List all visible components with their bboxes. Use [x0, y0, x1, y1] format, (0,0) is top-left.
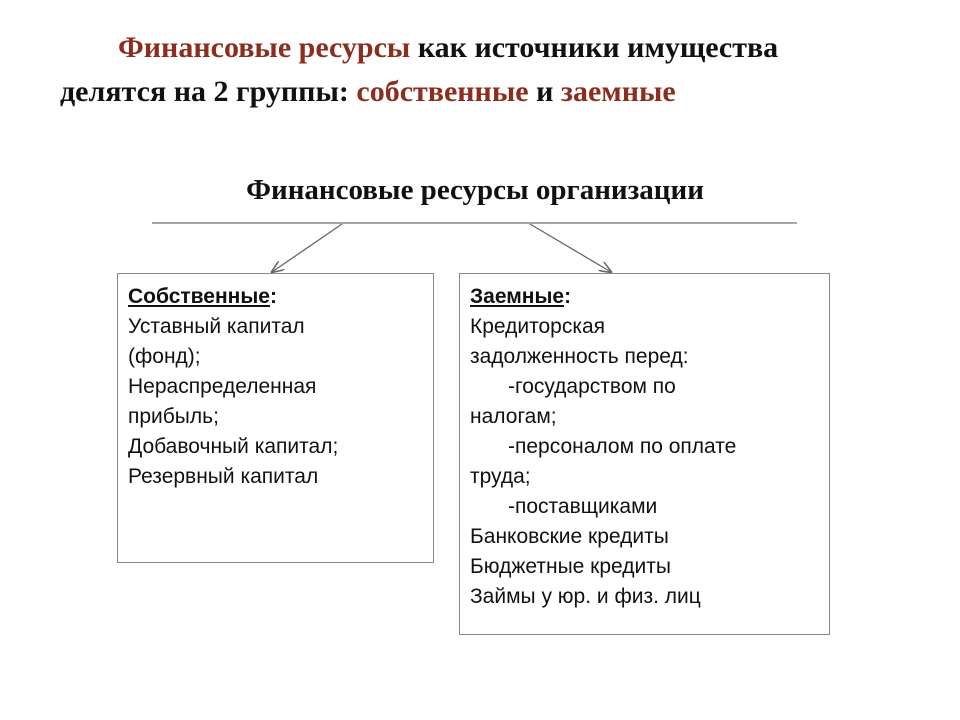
arrow-to-own: [272, 224, 342, 272]
heading-highlight-own: собственные: [356, 75, 529, 108]
own-item: Уставный капитал: [128, 315, 305, 338]
borrowed-item: труда;: [470, 465, 531, 488]
borrowed-item: задолженность перед:: [470, 345, 689, 368]
heading-highlight-borrowed: заемные: [560, 75, 676, 108]
own-item: Добавочный капитал;: [128, 435, 339, 458]
borrowed-item: Займы у юр. и физ. лиц: [470, 585, 701, 608]
borrowed-resources-box: [459, 273, 830, 635]
arrow-to-borrowed: [530, 224, 611, 272]
heading-text-sources: как источники имущества: [410, 31, 779, 64]
own-resources-title: Собственные:: [128, 285, 277, 308]
borrowed-item: Бюджетные кредиты: [470, 555, 671, 578]
borrowed-item: Банковские кредиты: [470, 525, 669, 548]
own-item: Резервный капитал: [128, 465, 319, 488]
heading-text-groups: делятся на 2 группы:: [60, 75, 357, 108]
own-resources-box: [117, 273, 434, 563]
borrowed-subitem: -персоналом по оплате: [508, 435, 737, 458]
borrowed-subitem: -поставщиками: [508, 495, 658, 518]
own-item: Нераспределенная: [128, 375, 317, 398]
borrowed-subitem: -государством по: [508, 375, 676, 398]
borrowed-item: Кредиторская: [470, 315, 606, 338]
borrowed-resources-title: Заемные:: [470, 285, 572, 308]
own-item: прибыль;: [128, 405, 219, 428]
own-item: (фонд);: [128, 345, 201, 368]
diagram-title: Финансовые ресурсы организации: [246, 174, 704, 206]
heading-text-and: и: [528, 75, 561, 108]
borrowed-item: налогам;: [470, 405, 557, 428]
heading-highlight-resources: Финансовые ресурсы: [118, 31, 411, 64]
